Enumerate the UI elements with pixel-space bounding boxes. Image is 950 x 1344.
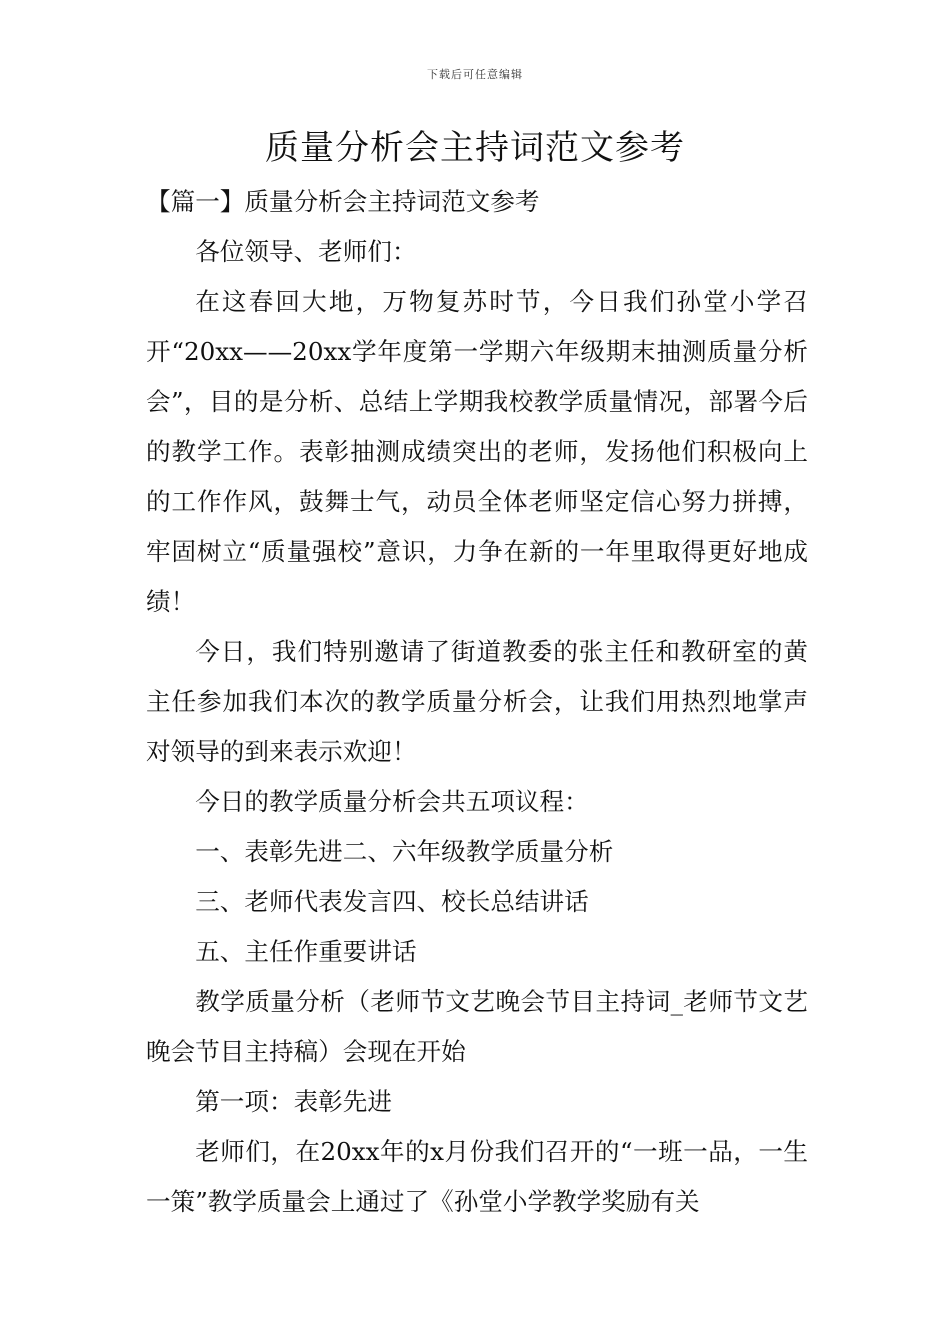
paragraph-item-one-body: 老师们，在20xx年的x月份我们召开的“一班一品，一生一策”教学质量会上通过了《孙堂小学教学奖励有关	[146, 1137, 808, 1216]
document-title: 质量分析会主持词范文参考	[265, 128, 685, 168]
paragraph-agenda-intro: 今日的教学质量分析会共五项议程：	[195, 787, 589, 816]
agenda-item-3-4: 三、老师代表发言四、校长总结讲话	[195, 887, 589, 916]
paragraph-opening: 在这春回大地，万物复苏时节，今日我们孙堂小学召开“20xx——20xx学年度第一学期六年级期末抽测质量分析会”，目的是分析、总结上学期我校教学质量情况，部署今后的教学工作。表彰抽测成绩突出的老师，发扬他们积极向上的工作作风，鼓舞士气，动员全体老师坚定信心努力拼搏，牢固树立“质量强校”意识，力争在新的一年里取得更好地成绩！	[146, 287, 808, 616]
page-header-note: 下载后可任意编辑	[427, 68, 523, 81]
paragraph-meeting-start: 教学质量分析（老师节文艺晚会节目主持词_老师节文艺晚会节目主持稿）会现在开始	[146, 987, 808, 1066]
section-heading: 【篇一】质量分析会主持词范文参考	[146, 187, 540, 216]
paragraph-item-one-heading: 第一项：表彰先进	[195, 1087, 392, 1116]
agenda-item-5: 五、主任作重要讲话	[195, 937, 417, 966]
paragraph-greeting: 各位领导、老师们：	[195, 237, 417, 266]
document-body	[146, 177, 808, 1227]
agenda-item-1-2: 一、表彰先进二、六年级教学质量分析	[195, 837, 614, 866]
paragraph-welcome-guests: 今日，我们特别邀请了街道教委的张主任和教研室的黄主任参加我们本次的教学质量分析会，让我们用热烈地掌声对领导的到来表示欢迎！	[146, 637, 808, 766]
